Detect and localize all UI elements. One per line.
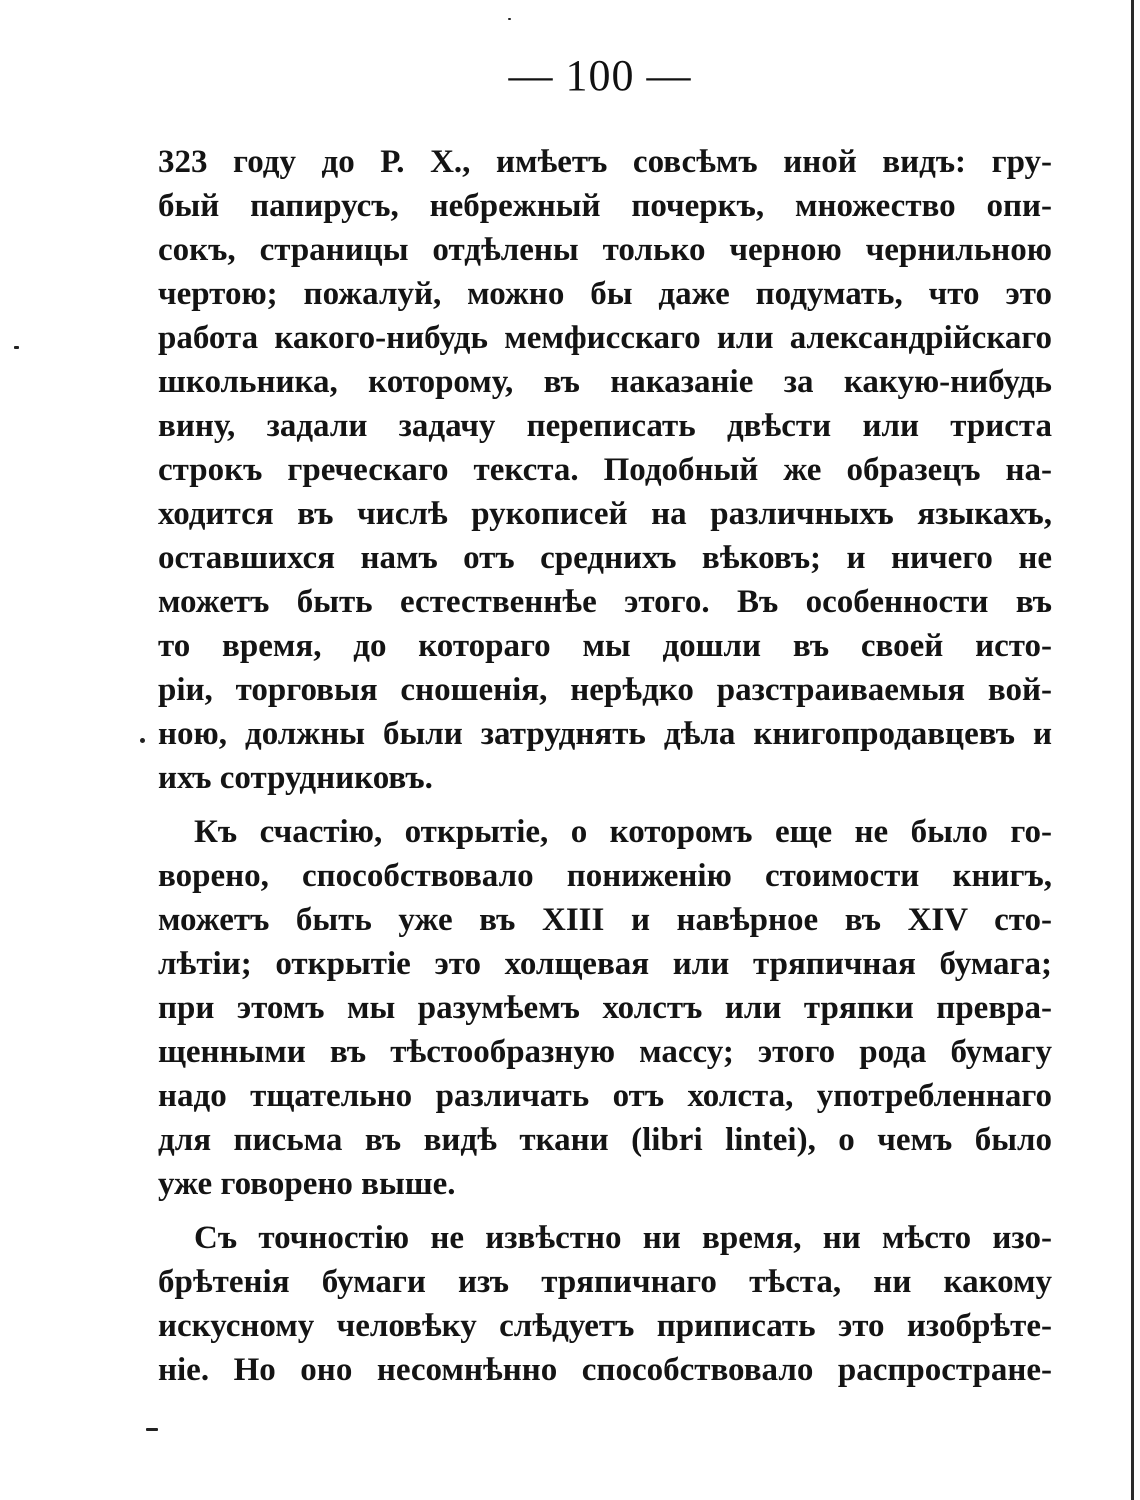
text-line: надо тщательно различать отъ холста, употребленнаго xyxy=(158,1078,1052,1114)
scan-speck xyxy=(140,738,145,743)
text-line: бый папирусъ, небрежный почеркъ, множество опи- xyxy=(158,188,1052,224)
text-line: ворено, способствовало пониженію стоимости книгъ, xyxy=(158,858,1052,894)
text-line: ріи, торговыя сношенія, нерѣдко разстраиваемыя вой- xyxy=(158,672,1052,708)
text-line: то время, до котораго мы дошли въ своей исто- xyxy=(158,628,1052,664)
page-number: — 100 — xyxy=(508,51,692,100)
page-edge-shadow xyxy=(1131,0,1134,1500)
text-line: брѣтенія бумаги изъ тряпичнаго тѣста, ни какому xyxy=(158,1264,1052,1300)
text-line: 323 году до Р. Х., имѣетъ совсѣмъ иной видъ: гру- xyxy=(158,144,1052,180)
text-line: Къ счастію, открытіе, о которомъ еще не было го- xyxy=(194,814,1052,850)
paragraph-1 xyxy=(158,140,1052,800)
text-line: школьника, которому, въ наказаніе за какую-нибудь xyxy=(158,364,1052,400)
scan-speck xyxy=(146,1428,158,1431)
text-line: искусному человѣку слѣдуетъ приписать это изобрѣте- xyxy=(158,1308,1052,1344)
text-line: ходится въ числѣ рукописей на различныхъ языкахъ, xyxy=(158,496,1052,532)
text-line: ихъ сотрудниковъ. xyxy=(158,760,433,796)
paragraph-3 xyxy=(158,1216,1052,1392)
text-line: работа какого-нибудь мемфисскаго или александрійскаго xyxy=(158,320,1052,356)
text-line: щенными въ тѣстообразную массу; этого рода бумагу xyxy=(158,1034,1052,1070)
text-line: оставшихся намъ отъ среднихъ вѣковъ; и ничего не xyxy=(158,540,1052,576)
text-line: чертою; пожалуй, можно бы даже подумать, что это xyxy=(158,276,1052,312)
paragraph-2 xyxy=(158,810,1052,1206)
text-line: лѣтіи; открытіе это холщевая или тряпичная бумага; xyxy=(158,946,1052,982)
text-line: Съ точностію не извѣстно ни время, ни мѣсто изо- xyxy=(194,1220,1052,1256)
text-line: сокъ, страницы отдѣлены только черною чернильною xyxy=(158,232,1052,268)
scan-speck xyxy=(508,18,511,20)
text-line: ною, должны были затруднять дѣла книгопродавцевъ и xyxy=(158,716,1052,752)
text-line: вину, задали задачу переписать двѣсти или триста xyxy=(158,408,1052,444)
text-line: строкъ греческаго текста. Подобный же образецъ на- xyxy=(158,452,1052,488)
text-line: при этомъ мы разумѣемъ холстъ или тряпки превра- xyxy=(158,990,1052,1026)
scan-speck xyxy=(14,346,19,349)
text-line: можетъ быть естественнѣе этого. Въ особенности въ xyxy=(158,584,1052,620)
text-line: уже говорено выше. xyxy=(158,1166,456,1202)
body-text xyxy=(158,140,1052,1392)
text-line: для письма въ видѣ ткани (libri lintei), о чемъ было xyxy=(158,1122,1052,1158)
text-line: ніе. Но оно несомнѣнно способствовало распростране- xyxy=(158,1352,1052,1388)
text-line: можетъ быть уже въ XIII и навѣрное въ XIV сто- xyxy=(158,902,1052,938)
